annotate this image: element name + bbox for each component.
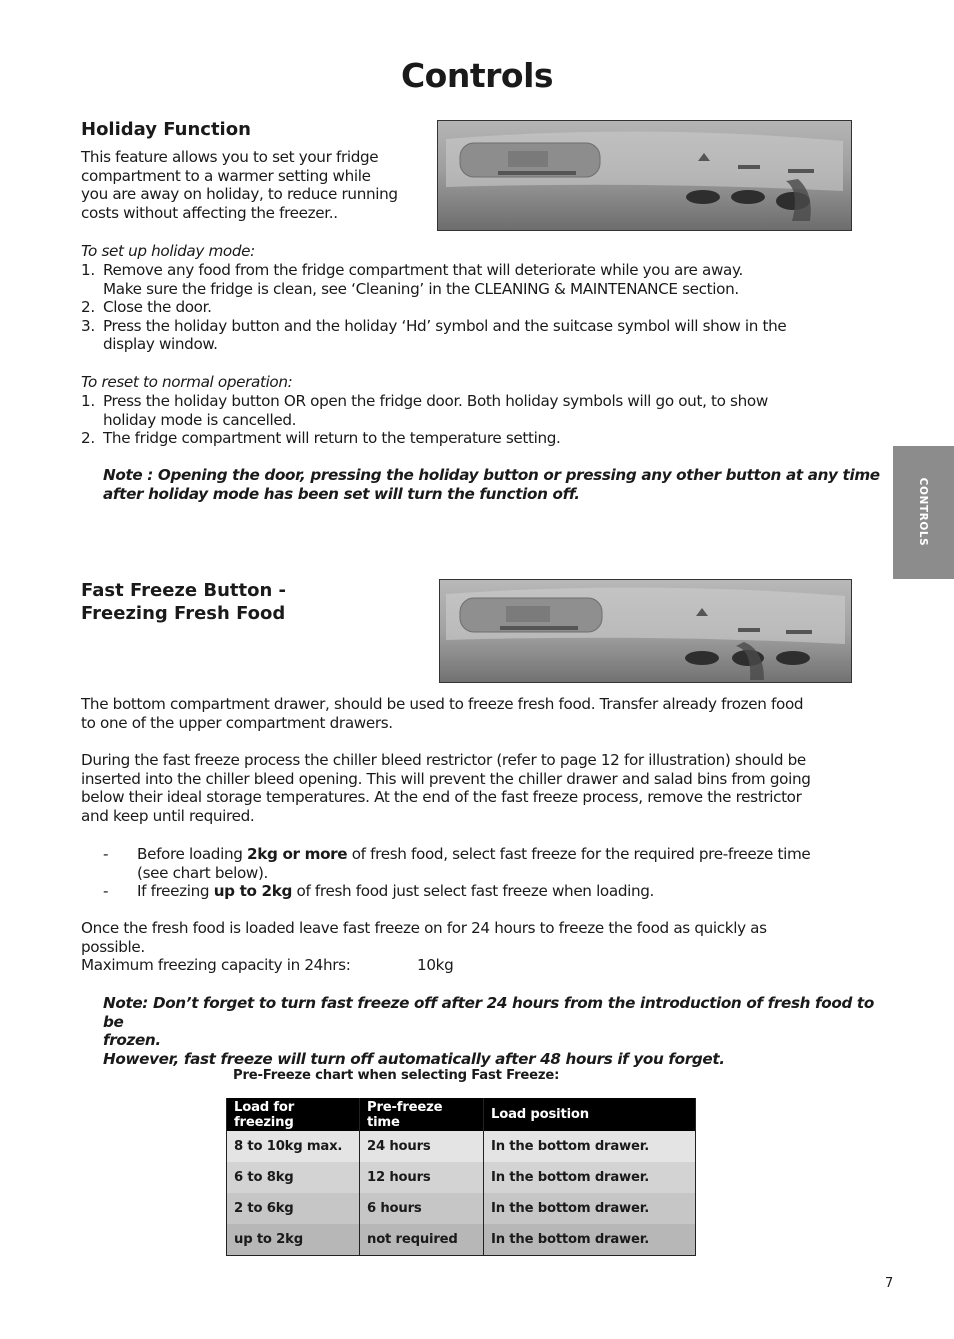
- table-row: [227, 1224, 696, 1256]
- list-item: [81, 317, 871, 354]
- paragraph-line: Once the fresh food is loaded leave fast freeze on for 24 hours to freeze the food as quickly as: [81, 919, 767, 937]
- holiday-setup-title: To set up holiday mode:: [81, 242, 255, 260]
- table-cell: In the bottom drawer.: [484, 1162, 696, 1193]
- paragraph-line: During the fast freeze process the chiller bleed restrictor (refer to page 12 for illustration) should be: [81, 751, 806, 769]
- side-section-tab: [893, 446, 954, 579]
- table-cell: In the bottom drawer.: [484, 1193, 696, 1224]
- table-cell: 2 to 6kg: [227, 1193, 360, 1224]
- fast-freeze-control-panel-photo: [439, 579, 852, 683]
- heading-line: Freezing Fresh Food: [81, 603, 286, 624]
- paragraph-line: below their ideal storage temperatures. At the end of the fast freeze process, remove the restrictor: [81, 788, 802, 807]
- step-number: 2.: [81, 298, 95, 317]
- holiday-intro-line: you are away on holiday, to reduce running: [81, 185, 398, 204]
- pre-freeze-table: [226, 1098, 696, 1256]
- holiday-intro-line: compartment to a warmer setting while: [81, 166, 371, 185]
- capacity-line: [81, 956, 881, 975]
- list-item: [103, 845, 883, 882]
- table-cell: 12 hours: [360, 1162, 484, 1193]
- note-line: frozen.: [103, 1031, 161, 1050]
- holiday-reset-steps: [81, 392, 871, 448]
- table-header-row: [227, 1098, 696, 1131]
- page-title: Controls: [400, 56, 554, 95]
- table-cell: 6 hours: [360, 1193, 484, 1224]
- bullet-text: [137, 845, 883, 864]
- list-item: [81, 261, 871, 298]
- fast-freeze-note: [103, 994, 893, 1068]
- side-tab-label: CONTROLS: [917, 477, 929, 547]
- holiday-intro-line: costs without affecting the freezer..: [81, 203, 338, 222]
- note-line: after holiday mode has been set will turn the function off.: [103, 484, 580, 503]
- paragraph-line: to one of the upper compartment drawers.: [81, 713, 393, 732]
- table-cell: 24 hours: [360, 1131, 484, 1162]
- step-text: Close the door.: [103, 298, 212, 317]
- control-panel-illustration: [438, 121, 851, 230]
- list-item: [81, 392, 871, 429]
- fast-freeze-para-1: [81, 695, 881, 732]
- bold-text: up to 2kg: [213, 882, 293, 901]
- page-number: 7: [885, 1276, 894, 1291]
- capacity-label: Maximum freezing capacity in 24hrs:: [81, 956, 351, 975]
- step-number: 1.: [81, 392, 95, 410]
- paragraph-line: The bottom compartment drawer, should be used to freeze fresh food. Transfer already frozen food: [81, 695, 804, 713]
- table-cell: In the bottom drawer.: [484, 1131, 696, 1162]
- step-text: Press the holiday button OR open the fridge door. Both holiday symbols will go out, to show: [103, 392, 768, 410]
- column-header: Pre-freeze time: [360, 1098, 484, 1131]
- table-cell: 6 to 8kg: [227, 1162, 360, 1193]
- holiday-setup-steps: [81, 261, 871, 354]
- step-text: holiday mode is cancelled.: [103, 410, 297, 429]
- holiday-intro: [81, 148, 431, 222]
- capacity-value: 10kg: [417, 956, 454, 975]
- paragraph-line: and keep until required.: [81, 806, 255, 825]
- holiday-heading: Holiday Function: [81, 119, 251, 140]
- fast-freeze-para-2: [81, 751, 881, 825]
- fast-freeze-bullets: [103, 845, 883, 901]
- paragraph-line: possible.: [81, 937, 145, 956]
- holiday-reset-title: To reset to normal operation:: [81, 373, 293, 391]
- step-text: Remove any food from the fridge compartment that will deteriorate while you are away.: [103, 261, 743, 279]
- note-line: However, fast freeze will turn off automatically after 48 hours if you forget.: [103, 1049, 725, 1068]
- text: of fresh food, select fast freeze for the required pre-freeze time: [347, 845, 811, 863]
- holiday-intro-line: This feature allows you to set your fridge: [81, 148, 379, 166]
- step-text: Make sure the fridge is clean, see ‘Cleaning’ in the CLEANING & MAINTENANCE section.: [103, 279, 739, 298]
- paragraph-line: inserted into the chiller bleed opening. This will prevent the chiller drawer and salad bins from going: [81, 769, 811, 788]
- bullet-dash: -: [103, 882, 109, 901]
- table-cell: not required: [360, 1224, 484, 1256]
- control-panel-illustration: [440, 580, 851, 682]
- step-text: display window.: [103, 335, 218, 354]
- note-line: Note: Don’t forget to turn fast freeze off after 24 hours from the introduction of fresh food to be: [103, 994, 874, 1031]
- heading-line: Fast Freeze Button -: [81, 580, 287, 601]
- step-number: 1.: [81, 261, 95, 279]
- text: If freezing: [137, 882, 214, 901]
- text: of fresh food just select fast freeze when loading.: [292, 882, 655, 901]
- table-cell: 8 to 10kg max.: [227, 1131, 360, 1162]
- bold-text: 2kg or more: [247, 845, 348, 863]
- step-text: The fridge compartment will return to the temperature setting.: [103, 429, 561, 448]
- table-row: [227, 1193, 696, 1224]
- column-header: Load position: [484, 1098, 696, 1131]
- fast-freeze-para-3: [81, 919, 881, 975]
- table-row: [227, 1131, 696, 1162]
- bullet-text: [137, 882, 883, 901]
- step-number: 2.: [81, 429, 95, 448]
- holiday-control-panel-photo: [437, 120, 852, 231]
- list-item: [81, 429, 871, 448]
- step-number: 3.: [81, 316, 95, 335]
- table-cell: up to 2kg: [227, 1224, 360, 1256]
- table-row: [227, 1162, 696, 1193]
- note-line: Note : Opening the door, pressing the holiday button or pressing any other button at any time: [103, 466, 880, 484]
- list-item: [81, 298, 871, 317]
- holiday-note: [103, 466, 883, 503]
- column-header: Load for freezing: [227, 1098, 360, 1131]
- bullet-dash: -: [103, 845, 109, 863]
- text: Before loading: [137, 845, 248, 863]
- step-text: Press the holiday button and the holiday ‘Hd’ symbol and the suitcase symbol will show in the: [103, 316, 787, 335]
- chart-caption: Pre-Freeze chart when selecting Fast Freeze:: [233, 1068, 560, 1083]
- fast-freeze-heading: [81, 579, 286, 625]
- table-cell: In the bottom drawer.: [484, 1224, 696, 1256]
- bullet-text: (see chart below).: [137, 863, 269, 882]
- list-item: [103, 882, 883, 901]
